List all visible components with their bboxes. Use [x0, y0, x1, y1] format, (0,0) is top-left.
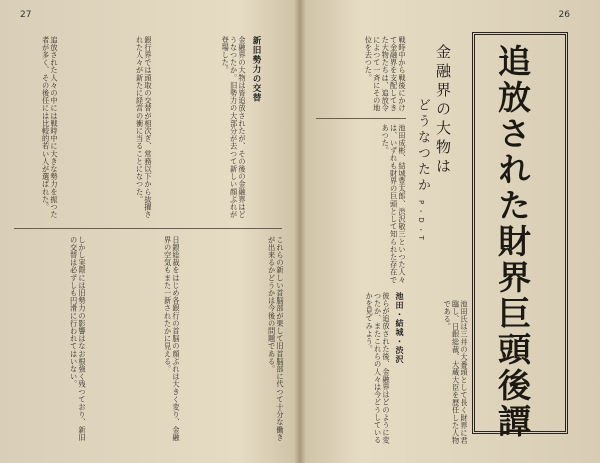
text-column: これらの新しい首脳部が果して旧首脳部に代つて十分な働きが出来るかどうかは今後の問題である。	[267, 236, 285, 442]
text-column: しかし実際には旧勢力の影響はなお根強く残つており、新旧の交替は必ずしも円滑に行われてはいない。	[69, 236, 87, 442]
article-title: 追放された財界巨頭後譚	[493, 44, 532, 440]
section-heading-left: 新旧勢力の交替	[251, 36, 261, 103]
text-column: 彼らが追放された後、金融界はどのように変つたか、またこれらの人々は今どうしているかを見てみよう。	[365, 292, 391, 444]
right-page	[302, 0, 600, 463]
page-number-right: 26	[558, 10, 570, 20]
column-divider	[316, 118, 406, 119]
text-column: 追放された人々の中には戦時中に大きな勢力を振つた者が多く、その後任には比較的若い人が選ばれた。	[41, 36, 59, 219]
left-page	[0, 0, 298, 463]
byline: P・D・T	[417, 200, 425, 243]
page-number-left: 27	[20, 10, 32, 20]
text-column: 池田氏は三井の大番頭として長く財界に君臨し、日銀総裁、大蔵大臣を歴任した人物である。	[443, 300, 469, 445]
text-column: 戦時中から戦後にかけて金融界を支配してきた大物たちは、追放令によつて一斉にその地位を去つた。	[364, 36, 407, 112]
article-subtitle-2: どうなつたか	[415, 98, 430, 194]
text-column: 日銀総裁をはじめ各銀行の首脳の顔ぶれは大きく変り、金融界の空気もまた一新されたかに見える。	[163, 236, 181, 442]
text-column: 銀行界では頭取の交替が相次ぎ、常務以下から抜擢された人々が新たに経営の衝に当ることになつた。	[135, 36, 153, 219]
article-subtitle: 金融界の大物は	[434, 44, 452, 177]
text-column: 池田成彬、結城豊太郎、渋沢敬三といつた人々は、いずれも財界の巨頭として知られた存在であつた。	[381, 124, 407, 284]
text-column: 金融界の大物は皆追放されたが、その後の金融界はどうなつたか。旧勢力の大部分が去つて新しい顔ぶれが登場した。	[221, 36, 247, 219]
column-divider	[14, 228, 282, 229]
section-heading-right: 池田・結城・渋沢	[395, 292, 404, 364]
